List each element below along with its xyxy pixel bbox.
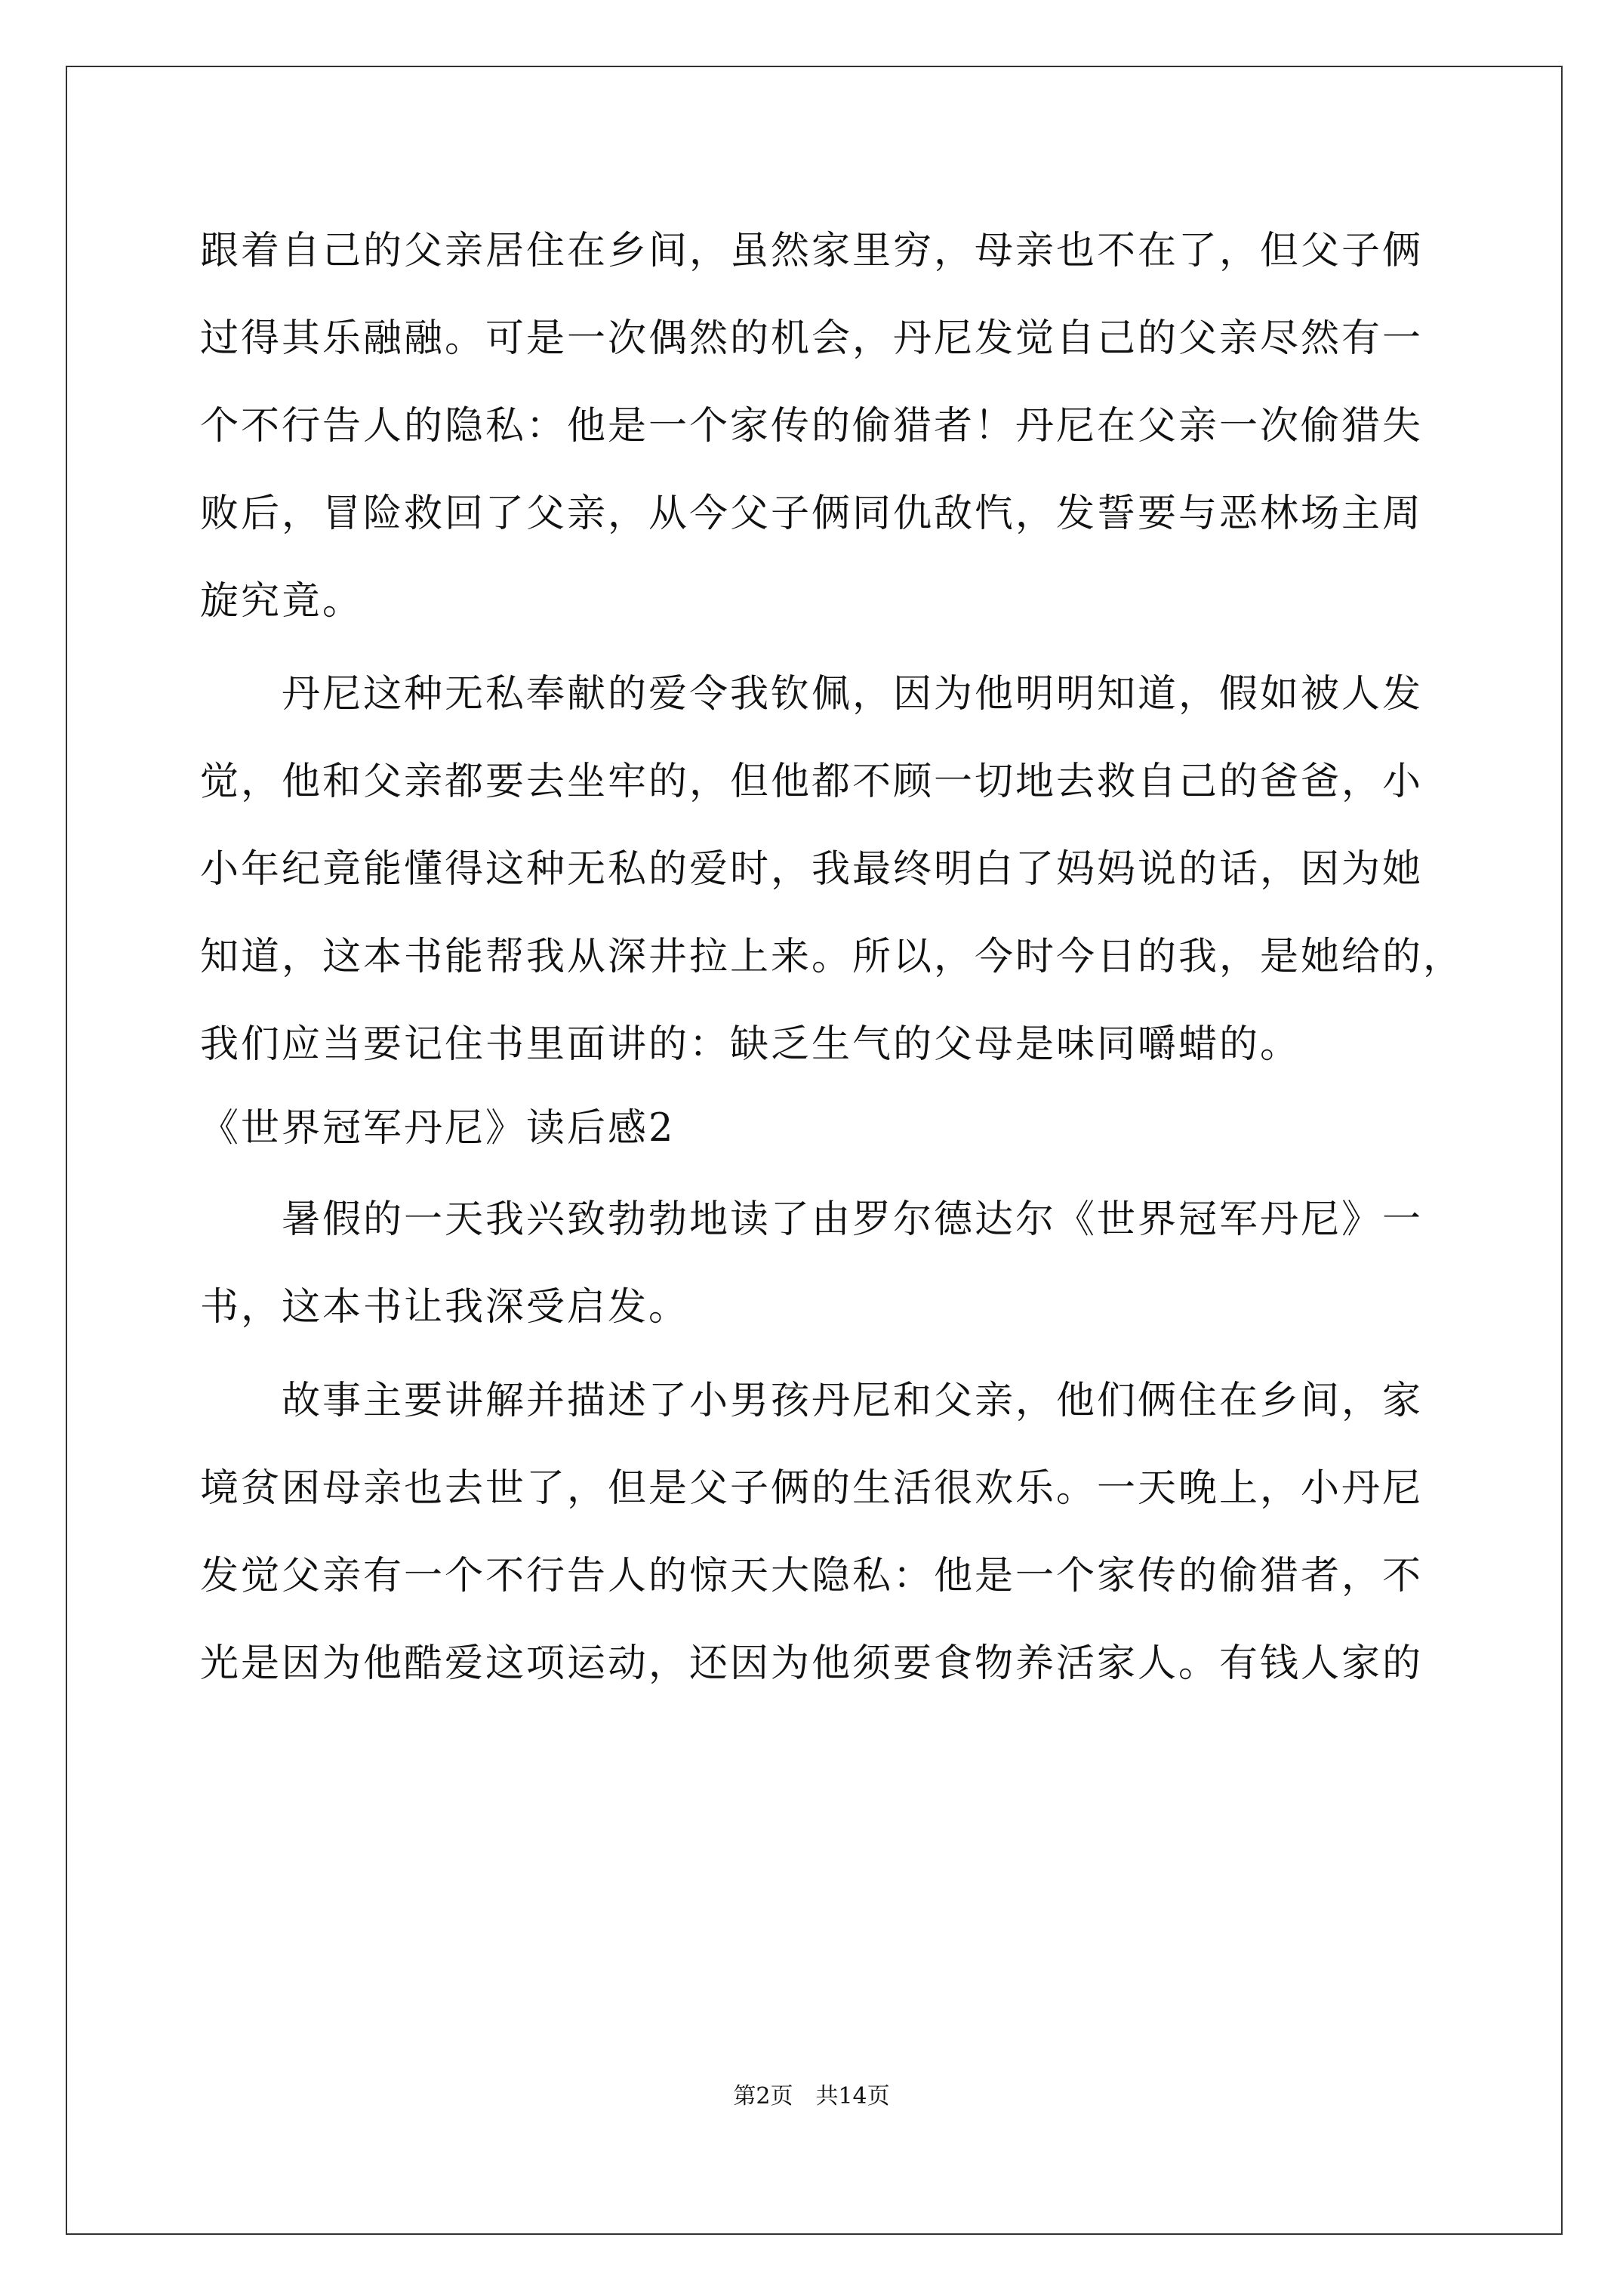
text-line: 书，这本书让我深受启发。: [200, 1285, 690, 1330]
text-line: 跟着自己的父亲居住在乡间，虽然家里穷，母亲也不在了，但父子俩: [200, 229, 1424, 273]
page-footer: 第2页 共14页: [733, 2083, 890, 2110]
text-line: 我们应当要记住书里面讲的：缺乏生气的父母是味同嚼蜡的。: [200, 1022, 1301, 1067]
text-line: 觉，他和父亲都要去坐牢的，但他都不顾一切地去救自己的爸爸，小: [200, 760, 1424, 804]
text-line: 旋究竟。: [200, 579, 364, 624]
text-line: 发觉父亲有一个不行告人的惊天大隐私：他是一个家传的偷猎者，不: [200, 1554, 1424, 1598]
text-line: 败后，冒险救回了父亲，从今父子俩同仇敌忾，发誓要与恶林场主周: [200, 492, 1424, 536]
text-line: 过得其乐融融。可是一次偶然的机会，丹尼发觉自己的父亲尽然有一: [200, 316, 1424, 361]
text-line: 境贫困母亲也去世了，但是父子俩的生活很欢乐。一天晚上，小丹尼: [200, 1466, 1424, 1511]
text-line: 丹尼这种无私奉献的爱令我钦佩，因为他明明知道，假如被人发: [200, 672, 1424, 717]
text-line: 知道，这本书能帮我从深井拉上来。所以，今时今日的我，是她给的，: [200, 935, 1464, 979]
text-line: 暑假的一天我兴致勃勃地读了由罗尔德达尔《世界冠军丹尼》一: [200, 1197, 1424, 1242]
text-line: 个不行告人的隐私：他是一个家传的偷猎者！丹尼在父亲一次偷猎失: [200, 404, 1424, 448]
section-heading: 《世界冠军丹尼》读后感2: [200, 1106, 676, 1151]
text-line: 光是因为他酷爱这项运动，还因为他须要食物养活家人。有钱人家的: [200, 1641, 1424, 1686]
text-line: 小年纪竟能懂得这种无私的爱时，我最终明白了妈妈说的话，因为她: [200, 847, 1424, 892]
text-line: 故事主要讲解并描述了小男孩丹尼和父亲，他们俩住在乡间，家: [200, 1379, 1424, 1423]
